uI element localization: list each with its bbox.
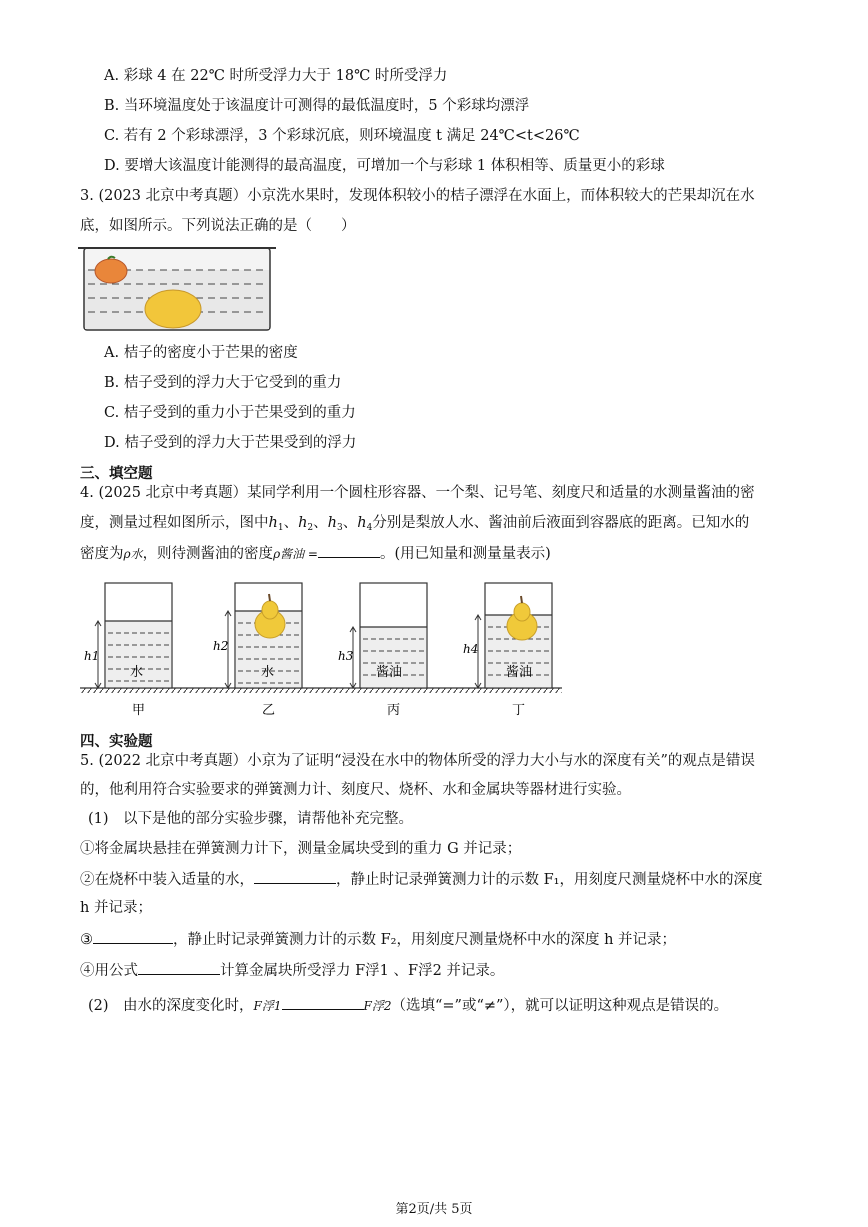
liquid-label-jia: 水 <box>130 665 144 680</box>
q5-step4: ④用公式 计算金属块所受浮力 F浮1 、F浮2 并记录。 <box>80 960 504 981</box>
h1-label: h1 <box>84 649 100 663</box>
q3-figure-fruit-container <box>78 244 278 334</box>
q2-option-c: C. 若有 2 个彩球漂浮，3 个彩球沉底，则环境温度 t 满足 24℃<t<26℃ <box>104 128 580 144</box>
liquid-label-bing: 酱油 <box>376 665 403 680</box>
q5-step3: ③ ，静止时记录弹簧测力计的示数 F₂，用刻度尺测量烧杯中水的深度 h 并记录； <box>80 929 676 950</box>
q5-part2-blank[interactable] <box>282 995 364 1010</box>
caption-ding: 丁 <box>512 703 526 718</box>
q3-stem-line1: 3. (2023 北京中考真题）小京洗水果时，发现体积较小的桔子漂浮在水面上，而体积较大的芒果却沉在水 <box>80 188 755 204</box>
q2-option-d: D. 要增大该温度计能测得的最高温度，可增加一个与彩球 1 体积相等、质量更小的彩球 <box>104 158 665 174</box>
h3-label: h3 <box>338 649 354 663</box>
q5-step3-blank[interactable] <box>93 929 173 944</box>
liquid-label-ding: 酱油 <box>506 665 533 680</box>
caption-bing: 丙 <box>387 703 401 718</box>
q5-step2: ②在烧杯中装入适量的水， ，静止时记录弹簧测力计的示数 F₁，用刻度尺测量烧杯中水的深度 <box>80 869 762 890</box>
q4-stem-line3: 密度为ρ水，则待测酱油的密度ρ酱油 = 。(用已知量和测量量表示) <box>80 543 551 564</box>
q3-option-b: B. 桔子受到的浮力大于它受到的重力 <box>104 375 342 391</box>
q4-stem-line2: 度，测量过程如图所示，图中$h_1$、$h_2$、$h_3$、$h_4$分别是梨放人水、酱油前后液面到容器底的距离。已知水的 <box>80 515 750 533</box>
mango-fruit <box>145 290 201 328</box>
h2-label: h2 <box>213 639 229 653</box>
q2-option-a: A. 彩球 4 在 22℃ 时所受浮力大于 18℃ 时所受浮力 <box>104 68 448 84</box>
q3-option-a: A. 桔子的密度小于芒果的密度 <box>104 345 298 361</box>
q5-stem-line1: 5. (2022 北京中考真题）小京为了证明“浸没在水中的物体所受的浮力大小与水的深度有关”的观点是错误 <box>80 753 755 769</box>
q5-step2-cont: h 并记录； <box>80 900 152 916</box>
q3-option-c: C. 桔子受到的重力小于芒果受到的重力 <box>104 405 356 421</box>
rho-water: ρ水 <box>123 547 143 561</box>
q5-step1: ①将金属块悬挂在弹簧测力计下，测量金属块受到的重力 G 并记录； <box>80 841 522 857</box>
liquid-label-yi: 水 <box>261 665 275 680</box>
section-heading-experiment: 四、实验题 <box>80 734 153 750</box>
q3-stem-line2: 底，如图所示。下列说法正确的是（ ） <box>80 218 356 234</box>
q3-option-d: D. 桔子受到的浮力大于芒果受到的浮力 <box>104 435 357 451</box>
q5-step4-blank[interactable] <box>138 960 220 975</box>
orange-fruit <box>95 259 127 283</box>
rho-soy: ρ酱油 = <box>273 547 318 561</box>
q4-figure-pear-containers <box>78 578 568 718</box>
q5-part2: (2) 由水的深度变化时，F浮1 F浮2（选填“=”或“≠”），就可以证明这种观点是错误的。 <box>88 995 728 1016</box>
q4-answer-blank[interactable] <box>318 543 380 558</box>
h4-label: h4 <box>463 642 479 656</box>
caption-jia: 甲 <box>132 703 146 718</box>
page-footer: 第2页/共 5页 <box>395 1202 473 1217</box>
q4-stem-line1: 4. (2025 北京中考真题）某同学利用一个圆柱形容器、一个梨、记号笔、刻度尺和适量的水测量酱油的密 <box>80 485 755 501</box>
section-heading-fill-blank: 三、填空题 <box>80 466 153 482</box>
q5-stem-line2: 的，他利用符合实验要求的弹簧测力计、刻度尺、烧杯、水和金属块等器材进行实验。 <box>80 782 631 798</box>
q5-part1: (1) 以下是他的部分实验步骤，请帮他补充完整。 <box>88 811 414 827</box>
q5-step2-blank[interactable] <box>254 869 336 884</box>
caption-yi: 乙 <box>262 703 276 718</box>
q2-option-b: B. 当环境温度处于该温度计可测得的最低温度时，5 个彩球均漂浮 <box>104 98 530 114</box>
